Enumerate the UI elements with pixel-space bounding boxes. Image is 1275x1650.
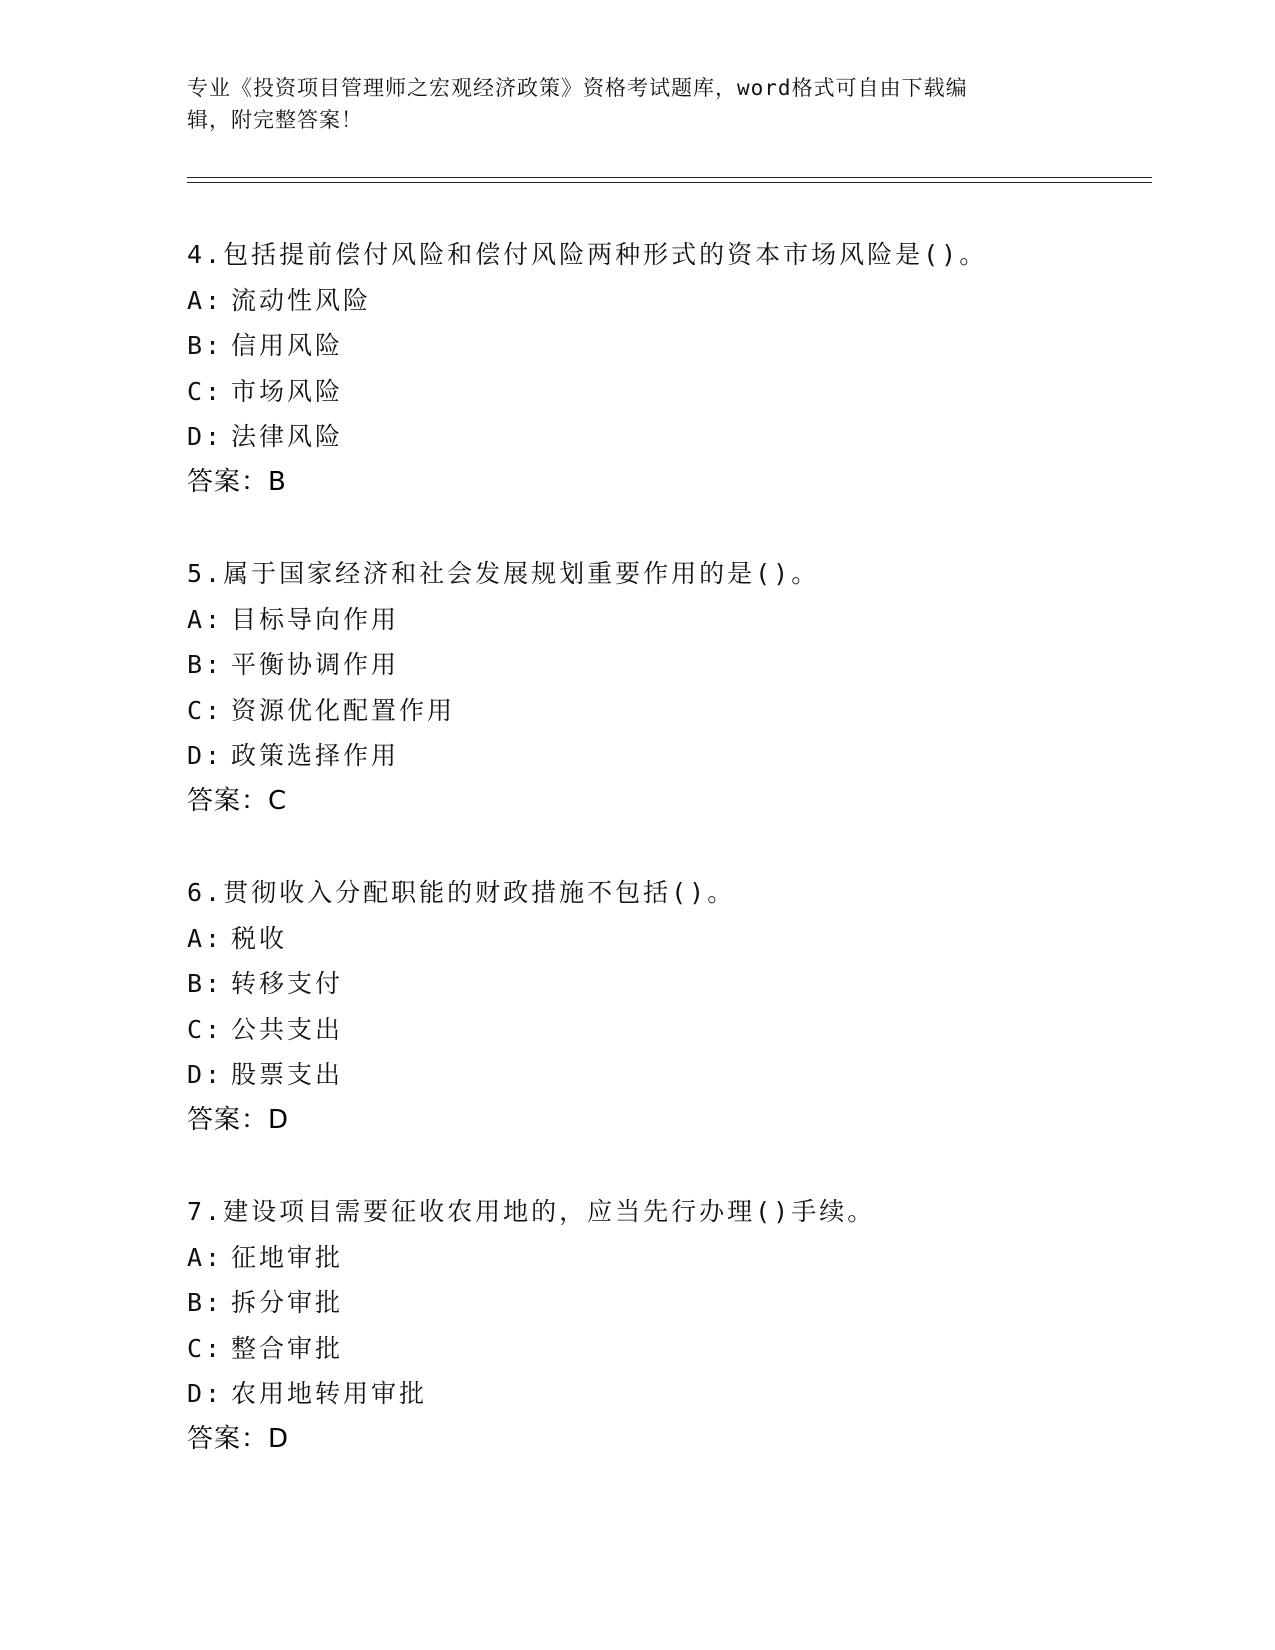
option-letter: A: (187, 285, 224, 315)
option-c (187, 1326, 1147, 1372)
option-letter: A: (187, 604, 224, 634)
option-text: 资源优化配置作用 (231, 695, 456, 725)
option-text: 征地审批 (231, 1242, 344, 1272)
answer-line: 答案：D (187, 1423, 290, 1454)
option-text: 政策选择作用 (231, 741, 400, 771)
option-text: 拆分审批 (231, 1288, 344, 1318)
option-a (187, 916, 1147, 962)
question-7 (187, 1189, 1147, 1463)
option-letter: A: (187, 923, 224, 953)
header-divider-top (187, 177, 1152, 178)
option-letter: D: (187, 1379, 224, 1409)
question-5 (187, 551, 1147, 825)
option-text: 转移支付 (231, 969, 344, 999)
option-c (187, 369, 1147, 415)
answer-line: 答案：C (187, 785, 288, 816)
option-a (187, 1235, 1147, 1281)
option-c (187, 688, 1147, 734)
option-b (187, 642, 1147, 688)
option-b (187, 961, 1147, 1007)
question-stem: 5.属于国家经济和社会发展规划重要作用的是()。 (187, 559, 820, 588)
header-line-1: 专业《投资项目管理师之宏观经济政策》资格考试题库，word格式可自由下载编 (187, 76, 968, 100)
option-letter: C: (187, 695, 224, 725)
question-6 (187, 870, 1147, 1144)
answer-line: 答案：D (187, 1104, 290, 1135)
header-line-2: 辑，附完整答案！ (187, 108, 363, 132)
option-text: 市场风险 (231, 376, 344, 406)
option-text: 法律风险 (231, 422, 344, 452)
question-stem: 4.包括提前偿付风险和偿付风险两种形式的资本市场风险是()。 (187, 240, 988, 269)
option-letter: D: (187, 741, 224, 771)
option-text: 整合审批 (231, 1333, 344, 1363)
answer-line: 答案：B (187, 466, 287, 497)
option-text: 股票支出 (231, 1060, 344, 1090)
option-d (187, 1371, 1147, 1417)
option-text: 信用风险 (231, 331, 344, 361)
document-header (187, 72, 1087, 136)
option-d (187, 1052, 1147, 1098)
option-d (187, 414, 1147, 460)
option-b (187, 1280, 1147, 1326)
question-stem: 7.建设项目需要征收农用地的，应当先行办理()手续。 (187, 1197, 876, 1226)
option-text: 农用地转用审批 (231, 1379, 428, 1409)
option-letter: B: (187, 650, 224, 680)
option-a (187, 278, 1147, 324)
option-letter: B: (187, 969, 224, 999)
option-a (187, 597, 1147, 643)
option-text: 流动性风险 (231, 285, 372, 315)
option-letter: B: (187, 1288, 224, 1318)
question-4 (187, 232, 1147, 506)
option-letter: D: (187, 1060, 224, 1090)
option-letter: D: (187, 422, 224, 452)
header-divider-bottom (187, 182, 1152, 183)
option-c (187, 1007, 1147, 1053)
option-letter: C: (187, 376, 224, 406)
option-letter: C: (187, 1333, 224, 1363)
option-text: 税收 (231, 923, 288, 953)
option-letter: C: (187, 1014, 224, 1044)
question-stem: 6.贯彻收入分配职能的财政措施不包括()。 (187, 878, 736, 907)
option-text: 公共支出 (231, 1014, 344, 1044)
option-letter: A: (187, 1242, 224, 1272)
option-letter: B: (187, 331, 224, 361)
option-d (187, 733, 1147, 779)
option-b (187, 323, 1147, 369)
option-text: 平衡协调作用 (231, 650, 400, 680)
option-text: 目标导向作用 (231, 604, 400, 634)
